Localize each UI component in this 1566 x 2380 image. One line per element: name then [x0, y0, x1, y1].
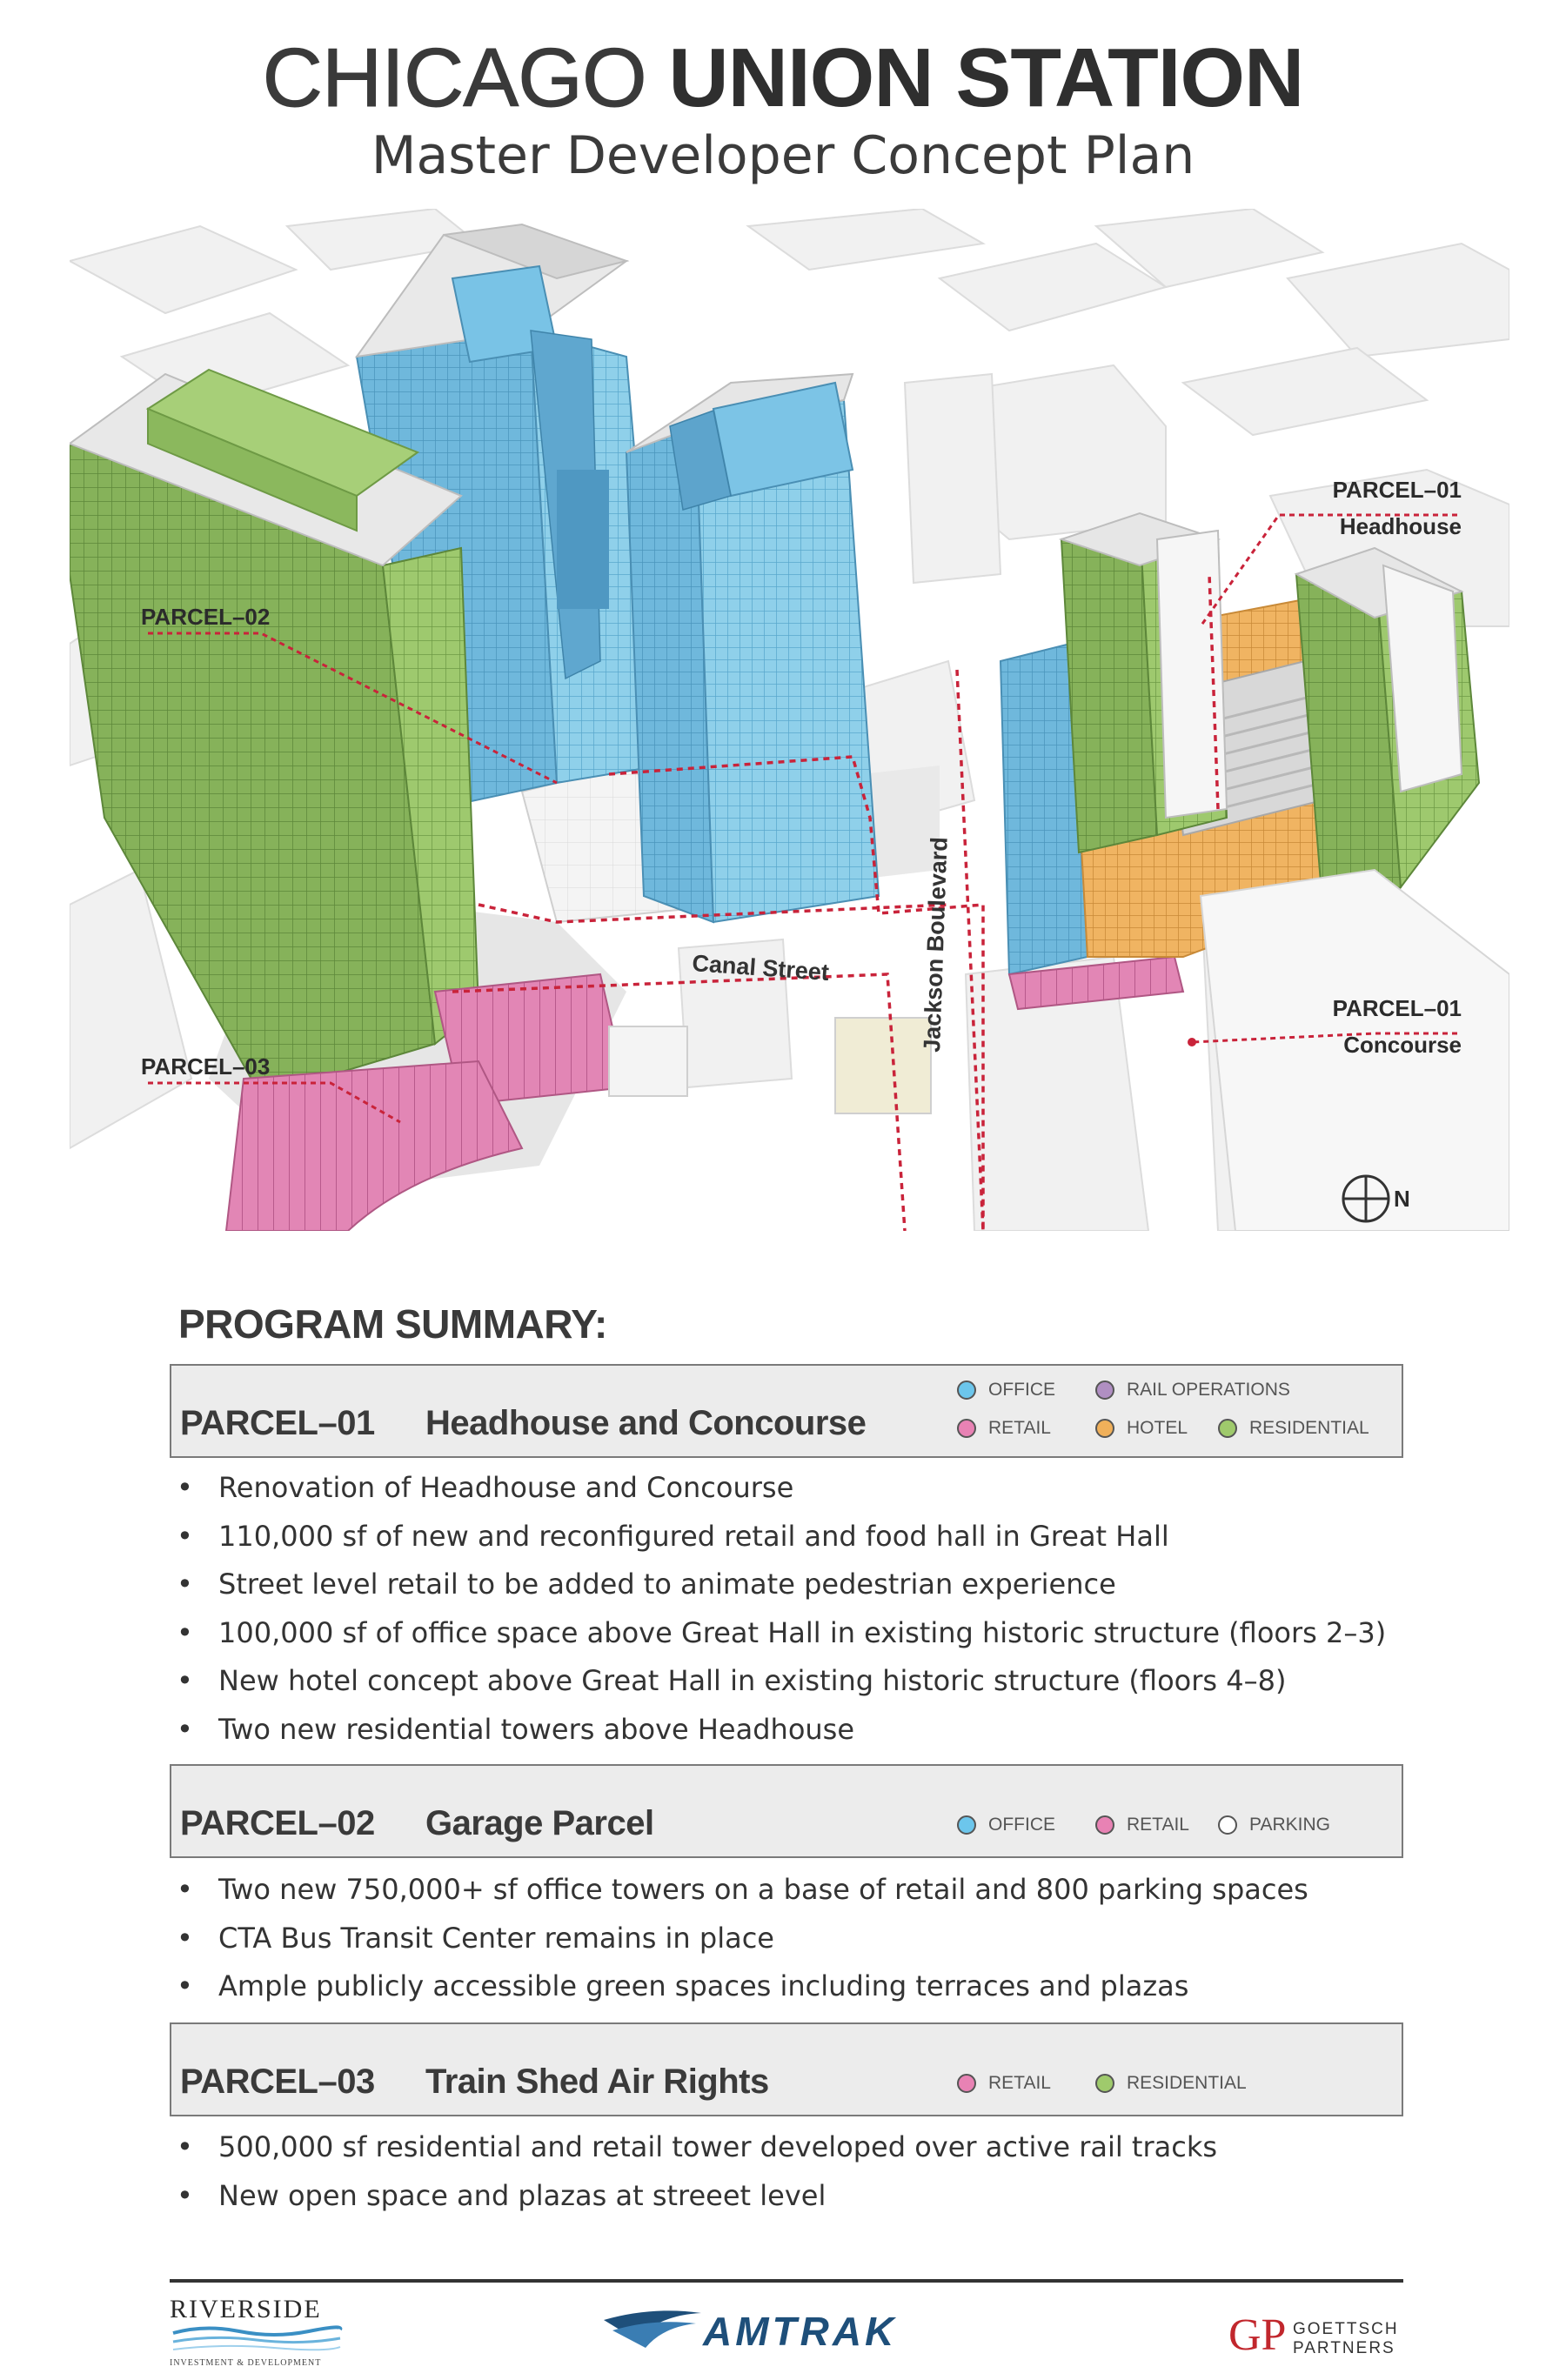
callout-parcel01-headhouse-name: Headhouse: [1339, 513, 1462, 539]
riverside-tagline: INVESTMENT & DEVELOPMENT: [170, 2358, 322, 2368]
north-label: N: [1394, 1186, 1410, 1212]
page-subtitle: Master Developer Concept Plan: [371, 125, 1195, 186]
legend-label: OFFICE: [988, 1380, 1055, 1400]
office-swatch-icon: [957, 1381, 976, 1400]
callout-parcel02-id: PARCEL–02: [141, 604, 271, 630]
legend-label: RESIDENTIAL: [1127, 2073, 1247, 2093]
legend-label: HOTEL: [1127, 1418, 1188, 1438]
retail-swatch-icon: [957, 2074, 976, 2093]
list-item: • Renovation of Headhouse and Concourse: [177, 1464, 1386, 1513]
list-item: • 500,000 sf residential and retail tower developed over active rail tracks: [177, 2123, 1217, 2172]
legend-hotel: [1095, 1418, 1188, 1439]
parcel-03-bullets: [177, 2123, 1217, 2220]
legend-label: RAIL OPERATIONS: [1127, 1380, 1290, 1400]
street-label-canal: Canal Street: [691, 950, 830, 986]
callout-parcel01-headhouse-id: PARCEL–01: [1332, 477, 1462, 503]
goettsch-line2: PARTNERS: [1293, 2339, 1395, 2357]
page-header: [0, 33, 1566, 186]
parcel-02-bullets: [177, 1866, 1308, 2011]
program-summary-heading: PROGRAM SUMMARY:: [178, 1301, 607, 1347]
list-item: • Ample publicly accessible green spaces including terraces and plazas: [177, 1962, 1308, 2011]
goettsch-mark: GP: [1228, 2310, 1287, 2360]
legend-label: RESIDENTIAL: [1249, 1418, 1369, 1438]
parcel-name: Train Shed Air Rights: [425, 2062, 769, 2101]
page-title: [0, 33, 1566, 124]
callout-dot: [1188, 1038, 1196, 1046]
list-item: • Street level retail to be added to animate pedestrian experience: [177, 1561, 1386, 1609]
legend-residential: [1095, 2073, 1247, 2094]
footer-divider: [170, 2279, 1403, 2283]
legend-label: OFFICE: [988, 1815, 1055, 1835]
riverside-name: RIVERSIDE: [170, 2295, 322, 2323]
legend-retail: [957, 1418, 1051, 1439]
parcel-name: Garage Parcel: [425, 1804, 654, 1842]
goettsch-logo: [1228, 2310, 1402, 2370]
list-item: • New open space and plazas at streeet level: [177, 2172, 1217, 2221]
parcel-id: PARCEL–02: [180, 1804, 375, 1842]
legend-label: PARKING: [1249, 1815, 1330, 1835]
title-light: CHICAGO: [262, 31, 646, 124]
legend-retail: [957, 2073, 1051, 2094]
parcel-id: PARCEL–03: [180, 2062, 375, 2101]
site-rendering: [70, 209, 1509, 1231]
legend-residential: [1218, 1418, 1369, 1439]
parcel-name: Headhouse and Concourse: [425, 1404, 867, 1442]
callout-parcel01-concourse-name: Concourse: [1343, 1032, 1462, 1058]
legend-office: [957, 1380, 1055, 1401]
retail-swatch-icon: [957, 1419, 976, 1438]
legend-label: RETAIL: [988, 2073, 1051, 2093]
rail-swatch-icon: [1095, 1381, 1114, 1400]
title-bold: UNION STATION: [668, 31, 1304, 124]
goettsch-line1: GOETTSCH: [1293, 2320, 1399, 2338]
residential-swatch-icon: [1218, 1419, 1237, 1438]
list-item: • 100,000 sf of office space above Great Hall in existing historic structure (floors 2–3): [177, 1609, 1386, 1658]
legend-rail-operations: [1095, 1380, 1290, 1401]
retail-swatch-icon: [1095, 1815, 1114, 1835]
parcel-id: PARCEL–01: [180, 1404, 375, 1442]
list-item: • CTA Bus Transit Center remains in place: [177, 1915, 1308, 1963]
amtrak-logo: [600, 2301, 983, 2362]
parcel-01-header: [170, 1364, 1403, 1458]
office-tower-right: [626, 374, 879, 922]
parcel-02-header: [170, 1764, 1403, 1858]
list-item: • Two new residential towers above Headhouse: [177, 1706, 1386, 1755]
callout-parcel03-id: PARCEL–03: [141, 1053, 271, 1080]
callout-parcel01-concourse-id: PARCEL–01: [1332, 995, 1462, 1021]
riverside-waves-icon: [170, 2324, 344, 2354]
site-rendering-svg: [70, 209, 1509, 1231]
parcel-01-bullets: [177, 1464, 1386, 1754]
amtrak-name: AMTRAK: [703, 2309, 898, 2354]
legend-label: RETAIL: [988, 1418, 1051, 1438]
legend-office: [957, 1815, 1055, 1835]
legend-parking: [1218, 1815, 1330, 1835]
residential-swatch-icon: [1095, 2074, 1114, 2093]
list-item: • 110,000 sf of new and reconfigured retail and food hall in Great Hall: [177, 1513, 1386, 1561]
legend-label: RETAIL: [1127, 1815, 1189, 1835]
legend-retail: [1095, 1815, 1189, 1835]
list-item: • New hotel concept above Great Hall in existing historic structure (floors 4–8): [177, 1657, 1386, 1706]
parcel-03-header: [170, 2022, 1403, 2116]
parking-swatch-icon: [1218, 1815, 1237, 1835]
hotel-swatch-icon: [1095, 1419, 1114, 1438]
office-swatch-icon: [957, 1815, 976, 1835]
list-item: • Two new 750,000+ sf office towers on a base of retail and 800 parking spaces: [177, 1866, 1308, 1915]
street-label-jackson: Jackson Boulevard: [919, 836, 953, 1053]
amtrak-swoosh-icon: [600, 2304, 705, 2357]
riverside-logo: [170, 2295, 344, 2373]
